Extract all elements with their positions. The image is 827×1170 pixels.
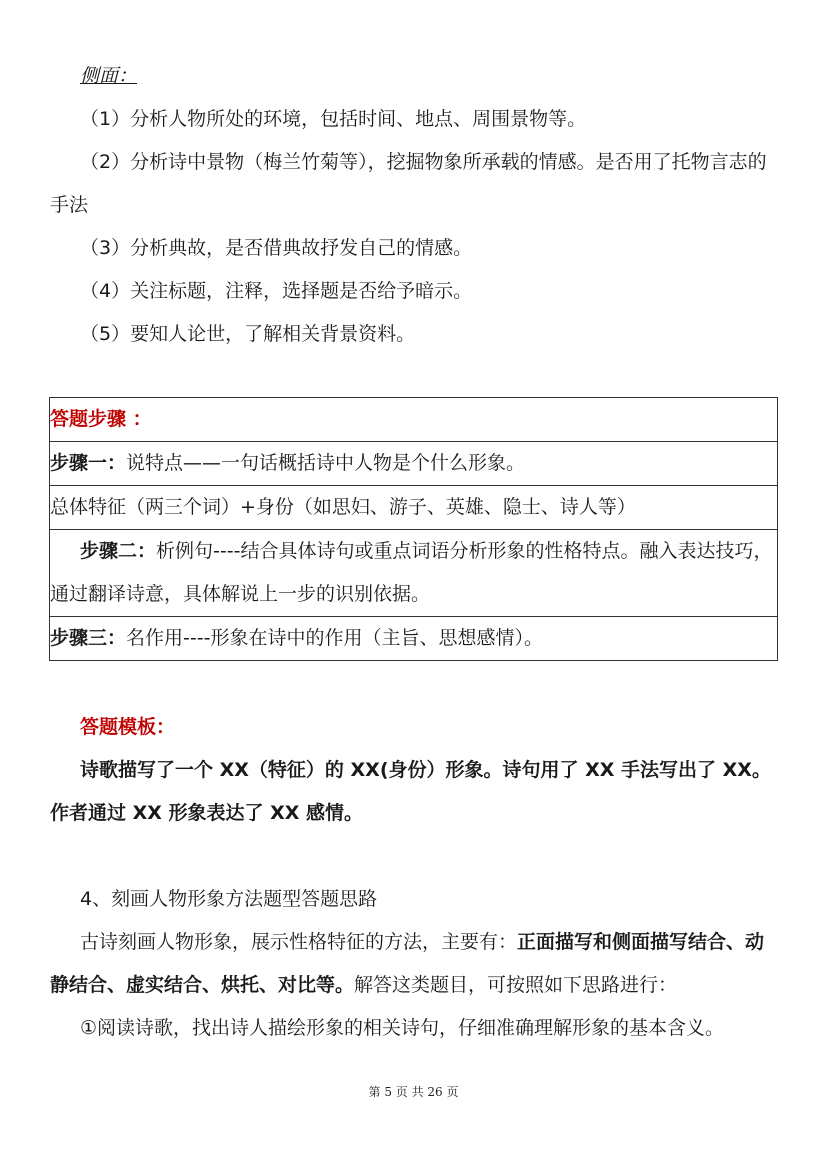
steps-header: 答题步骤 ： (50, 408, 152, 430)
template-text: 诗歌描写了一个 XX（特征）的 XX(身份）形象。诗句用了 XX 手法写出了 XX。作者通过 XX 形象表达了 XX 感情。 (50, 759, 771, 824)
step2-row (50, 530, 778, 617)
section4-title: 4、刻画人物形象方法题型答题思路 (80, 888, 378, 910)
step1-label: 步骤一： (50, 452, 127, 474)
side-item-3: （3）分析典故，是否借典故抒发自己的情感。 (80, 237, 473, 259)
template-heading: 答题模板： (80, 716, 176, 738)
section4-intro-bold: 正面描写和侧面描写结合、动静结合、虚实结合、烘托、对比等。 (50, 931, 765, 996)
step2-label: 步骤二： (80, 540, 157, 562)
step1-row (50, 442, 778, 486)
section4-intro-end: 解答这类题目，可按照如下思路进行： (354, 974, 678, 996)
side-item-4: （4）关注标题，注释，选择题是否给予暗示。 (80, 280, 473, 302)
section4-item-1: ①阅读诗歌，找出诗人描绘形象的相关诗句，仔细准确理解形象的基本含义。 (80, 1017, 725, 1039)
side-item-1: （1）分析人物所处的环境，包括时间、地点、周围景物等。 (80, 108, 587, 130)
steps-table (49, 397, 778, 661)
side-item-2: （2）分析诗中景物（梅兰竹菊等），挖掘物象所承载的情感。是否用了托物言志的手法 (50, 151, 767, 216)
side-heading: 侧面： (80, 65, 138, 87)
section4-intro-start: 古诗刻画人物形象，展示性格特征的方法，主要有： (80, 931, 518, 953)
side-item-5: （5）要知人论世，了解相关背景资料。 (80, 323, 416, 345)
step3-text: 名作用----形象在诗中的作用（主旨、思想感情）。 (126, 627, 543, 649)
step1-text: 说特点——一句话概括诗中人物是个什么形象。 (126, 452, 526, 474)
step1-detail: 总体特征（两三个词）+身份（如思妇、游子、英雄、隐士、诗人等） (50, 496, 636, 518)
section4-intro (50, 921, 780, 1007)
page-footer: 第 5 页 共 26 页 (368, 1085, 459, 1099)
step2-text: 析例句----结合具体诗句或重点词语分析形象的性格特点。融入表达技巧，通过翻译诗意，具体解说上一步的识别依据。 (50, 540, 773, 605)
step3-row (50, 617, 778, 661)
steps-header-row (50, 398, 778, 442)
step1-detail-row (50, 486, 778, 530)
step3-label: 步骤三： (50, 627, 127, 649)
